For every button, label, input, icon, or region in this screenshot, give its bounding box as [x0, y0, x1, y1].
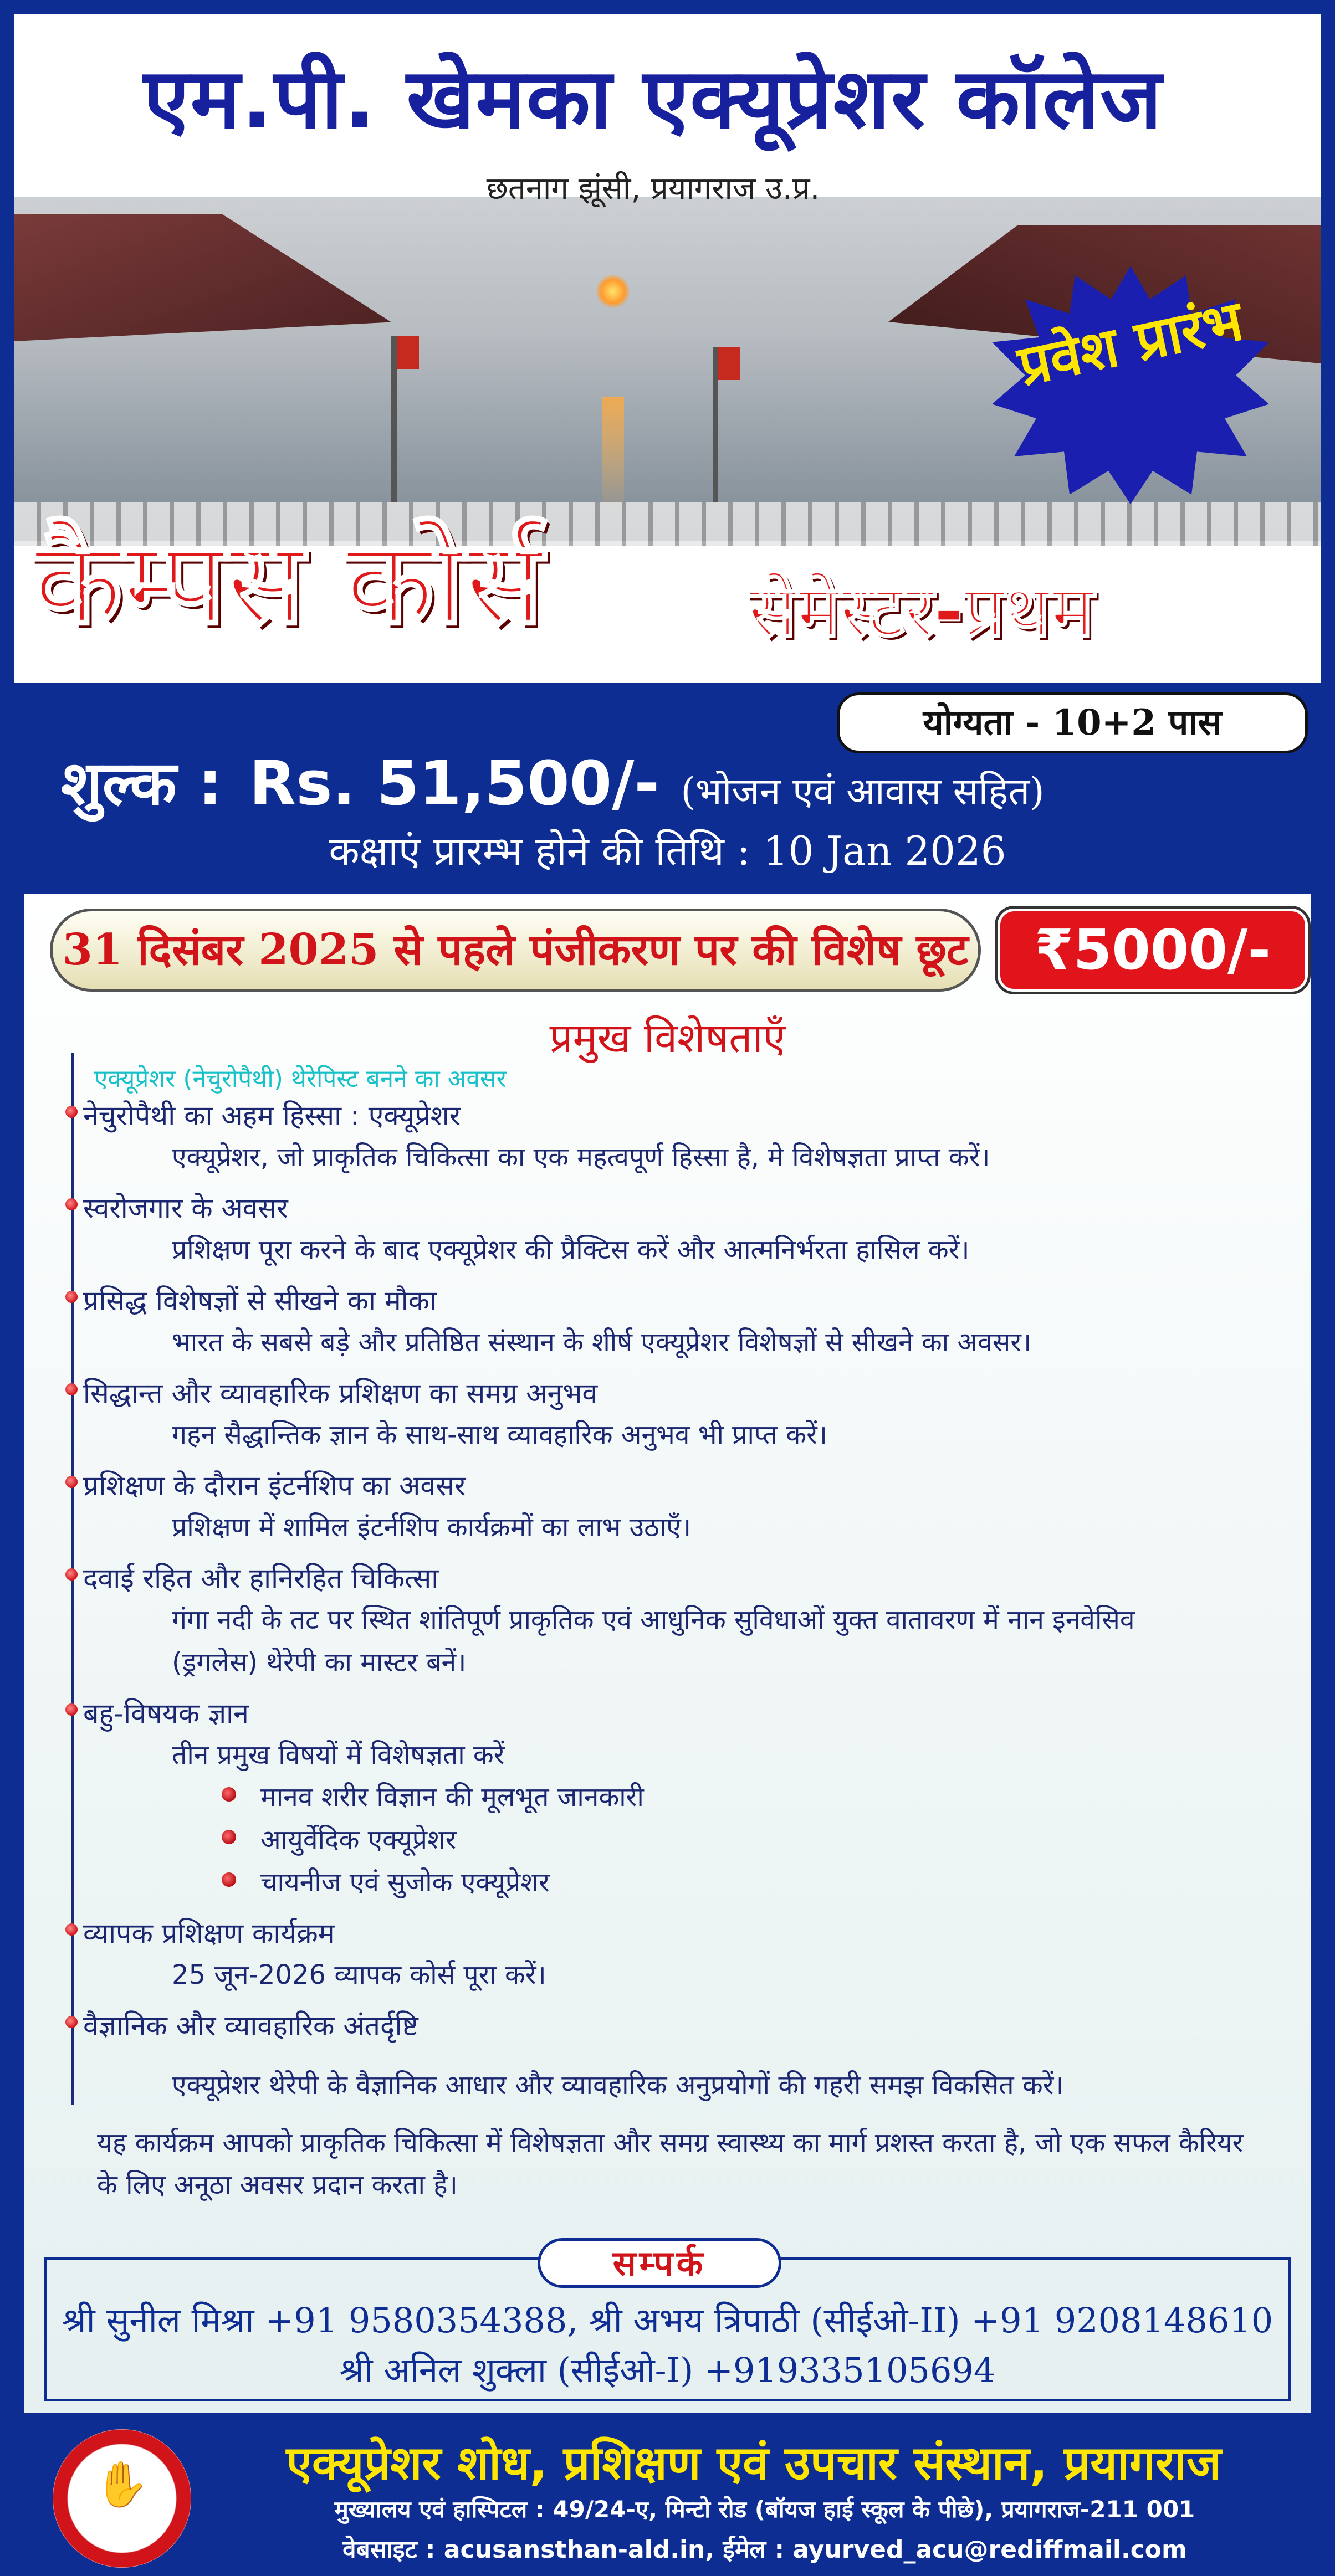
- subject-text: आयुर्वेदिक एक्यूप्रेशर: [260, 1824, 457, 1855]
- feature-heading-text: वैज्ञानिक और व्यावहारिक अंतर्दृष्टि: [83, 2010, 418, 2042]
- feature-heading: [83, 1096, 461, 1133]
- feature-heading-text: व्यापक प्रशिक्षण कार्यक्रम: [83, 1917, 335, 1949]
- subject-text: चायनीज एवं सुजोक एक्यूप्रेशर: [260, 1867, 550, 1898]
- features-title: प्रमुख विशेषताएँ: [549, 1014, 786, 1062]
- bullet-icon: [222, 1872, 236, 1887]
- bullet-icon: [65, 1476, 78, 1488]
- flag-icon: [713, 347, 718, 502]
- subject-item: [260, 1821, 456, 1857]
- subject-item: [260, 1778, 644, 1814]
- college-name: एम.पी. खेमका एक्यूप्रेशर कॉलेज: [143, 51, 1163, 147]
- logo-text: ASPEUS: [95, 2529, 149, 2543]
- institute-address: मुख्यालय एवं हास्पिटल : 49/24-ए, मिन्टो रोड (बॉयज हाई स्कूल के पीछे), प्रयागराज-211 001: [334, 2496, 1195, 2523]
- feature-heading-text: नेचुरोपैथी का अहम हिस्सा : एक्यूप्रेशर: [83, 1100, 461, 1132]
- bullet-icon: [222, 1830, 236, 1844]
- flag-icon: [391, 336, 397, 502]
- college-location: छतनाग झूंसी, प्रयागराज उ.प्र.: [486, 171, 820, 207]
- bullet-icon: [65, 2016, 78, 2028]
- feature-heading: [83, 2006, 418, 2044]
- feature-heading: [83, 1694, 249, 1731]
- admission-badge-text: प्रवेश प्रारंभ: [1012, 288, 1249, 399]
- contact-line-2: श्री अनिल शुक्ला (सीईओ-I) +919335105694: [339, 2350, 996, 2390]
- feature-heading: [83, 1466, 466, 1503]
- feature-heading-text: स्वरोजगार के अवसर: [83, 1192, 288, 1224]
- feature-desc: गहन सैद्धान्तिक ज्ञान के साथ-साथ व्यावहारिक अनुभव भी प्राप्त करें।: [172, 1419, 827, 1450]
- bullet-icon: [65, 1291, 78, 1303]
- subject-item: [260, 1864, 549, 1900]
- feature-heading: [83, 1913, 335, 1951]
- fee-note: (भोजन एवं आवास सहित): [681, 770, 1045, 814]
- fee-amount: Rs. 51,500/-: [249, 748, 660, 819]
- course-title: कैम्पस कोर्स: [33, 515, 544, 650]
- hand-icon: ✋: [94, 2459, 150, 2510]
- feature-heading-text: प्रशिक्षण के दौरान इंटर्नशिप का अवसर: [83, 1470, 466, 1502]
- discount-amount: ₹5000/-: [998, 909, 1308, 992]
- feature-desc: एक्यूप्रेशर, जो प्राकृतिक चिकित्सा का एक महत्वपूर्ण हिस्सा है, मे विशेषज्ञता प्राप्त करें।: [172, 1142, 990, 1173]
- feature-heading-text: सिद्धान्त और व्यावहारिक प्रशिक्षण का समग्र अनुभव: [83, 1377, 598, 1409]
- feature-heading-text: बहु-विषयक ज्ञान: [83, 1697, 249, 1730]
- fee-line: [61, 740, 1045, 823]
- contact-line-1: श्री सुनील मिश्रा +91 9580354388, श्री अभय त्रिपाठी (सीईओ-II) +91 9208148610: [62, 2300, 1273, 2341]
- discount-text: 31 दिसंबर 2025 से पहले पंजीकरण पर की विशेष छूट: [50, 909, 981, 992]
- start-date: कक्षाएं प्रारम्भ होने की तिथि : 10 Jan 2026: [329, 828, 1006, 874]
- fee-label: शुल्क :: [61, 748, 223, 819]
- subject-text: मानव शरीर विज्ञान की मूलभूत जानकारी: [260, 1782, 644, 1813]
- semester-title: सेमेस्टर-प्रथम: [748, 569, 1094, 653]
- feature-desc: गंगा नदी के तट पर स्थित शांतिपूर्ण प्राकृतिक एवं आधुनिक सुविधाओं युक्त वातावरण में नान इनवेसिव: [172, 1604, 1135, 1635]
- closing-paragraph: यह कार्यक्रम आपको प्राकृतिक चिकित्सा में विशेषज्ञता और समग्र स्वास्थ्य का मार्ग प्रशस्त करता है, जो एक सफल कैरियर के लिए अनूठा अवसर प्रदान करता है।: [97, 2127, 1244, 2200]
- feature-desc: 25 जून-2026 व्यापक कोर्स पूरा करें।: [172, 1959, 546, 1990]
- feature-heading: [83, 1281, 437, 1318]
- feature-heading: [83, 1188, 288, 1226]
- feature-desc: (ड्रगलेस) थेरेपी का मास्टर बनें।: [172, 1647, 467, 1678]
- feature-desc: प्रशिक्षण में शामिल इंटर्नशिप कार्यक्रमों का लाभ उठाएँ।: [172, 1512, 692, 1543]
- bullet-icon: [65, 1703, 78, 1716]
- feature-heading-text: प्रसिद्ध विशेषज्ञों से सीखने का मौका: [83, 1285, 437, 1317]
- website-email: वेबसाइट : acusansthan-ald.in, ईमेल : ayurved_acu@rediffmail.com: [342, 2536, 1187, 2564]
- bullet-icon: [65, 1383, 78, 1395]
- bullet-icon: [222, 1787, 236, 1802]
- sun-icon: [596, 275, 630, 308]
- feature-desc: एक्यूप्रेशर थेरेपी के वैज्ञानिक आधार और व्यावहारिक अनुप्रयोगों की गहरी समझ विकसित करें।: [172, 2070, 1064, 2101]
- features-intro: एक्यूप्रेशर (नेचुरोपैथी) थेरेपिस्ट बनने का अवसर: [94, 1065, 507, 1093]
- feature-heading-text: दवाई रहित और हानिरहित चिकित्सा: [83, 1562, 439, 1594]
- bullet-icon: [65, 1198, 78, 1210]
- feature-heading: [83, 1373, 597, 1411]
- bullet-icon: [65, 1568, 78, 1581]
- feature-heading: [83, 1558, 438, 1596]
- bullet-icon: [65, 1923, 78, 1936]
- institute-name: एक्यूप्रेशर शोध, प्रशिक्षण एवं उपचार संस्थान, प्रयागराज: [286, 2436, 1221, 2490]
- bullet-icon: [65, 1106, 78, 1118]
- qualification-badge: योग्यता - 10+2 पास: [837, 692, 1308, 753]
- contact-title: सम्पर्क: [538, 2238, 781, 2288]
- sun-reflection: [602, 397, 624, 519]
- feature-desc: भारत के सबसे बड़े और प्रतिष्ठित संस्थान के शीर्ष एक्यूप्रेशर विशेषज्ञों से सीखने का अवसर।: [172, 1327, 1032, 1358]
- feature-desc: तीन प्रमुख विषयों में विशेषज्ञता करें: [172, 1739, 505, 1771]
- feature-desc: प्रशिक्षण पूरा करने के बाद एक्यूप्रेशर की प्रैक्टिस करें और आत्मनिर्भरता हासिल करें।: [172, 1234, 970, 1265]
